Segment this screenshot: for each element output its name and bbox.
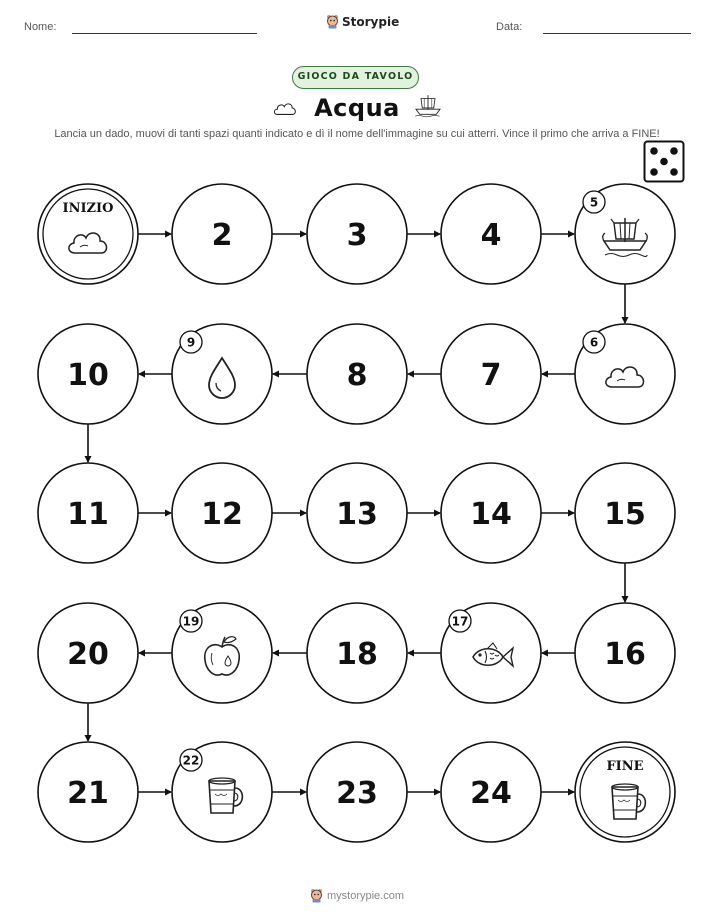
cell-circle [575,742,675,842]
board-cell-17 [441,603,541,703]
cell-number: 23 [336,776,378,811]
board-cell-16 [575,603,675,703]
cell-badge-number: 19 [182,614,200,629]
cell-number: 7 [480,358,502,393]
cell-number: 15 [604,497,646,532]
instructions: Lancia un dado, muovi di tanti spazi quanti indicato e dì il nome dell'immagine su cui atterri. Vince il primo che arriva a FINE! [54,128,660,140]
cell-number: 20 [67,637,109,672]
cell-badge-number: 5 [589,195,599,210]
cell-number: 4 [480,218,502,253]
cell-number: 10 [67,358,109,393]
cell-badge-number: 22 [182,753,200,768]
cell-number: 14 [470,497,512,532]
cell-badge-number: 17 [451,614,469,629]
cell-number: 2 [211,218,233,253]
board-cell-23 [307,742,407,842]
cell-number: 24 [470,776,512,811]
board-cell-20 [38,603,138,703]
cell-badge-number: 9 [186,335,196,350]
cell-number: 13 [336,497,378,532]
board-cell-4 [441,184,541,284]
board-cell-13 [307,463,407,563]
board-cell-21 [38,742,138,842]
date-label: Data: [496,21,523,33]
board-cell-15 [575,463,675,563]
board-cell-6 [575,324,675,424]
board-cell-12 [172,463,272,563]
cell-number: 18 [336,637,378,672]
board-cell-14 [441,463,541,563]
cell-badge-number: 6 [589,335,599,350]
board-cell-5 [575,184,675,284]
board-cell-18 [307,603,407,703]
footer [0,888,714,903]
board-cell-7 [441,324,541,424]
footer-url: mystorypie.com [326,889,405,902]
board-cell-19 [172,603,272,703]
cell-number: 21 [67,776,109,811]
board-cell-1 [38,184,138,284]
game-type-badge: GIOCO DA TAVOLO [292,66,419,89]
cell-number: 12 [201,497,243,532]
cell-number: 11 [67,497,109,532]
board-cell-25 [575,742,675,842]
mascot-icon [310,888,323,903]
name-label: Nome: [24,21,57,33]
cell-number: 8 [346,358,368,393]
board-cell-11 [38,463,138,563]
board-cell-10 [38,324,138,424]
board-cell-3 [307,184,407,284]
cell-number: 3 [346,218,368,253]
board-cell-22 [172,742,272,842]
board-cell-2 [172,184,272,284]
board-cell-8 [307,324,407,424]
end-label: FINE [606,759,644,774]
board-cell-9 [172,324,272,424]
page-title-text: Acqua [314,94,400,122]
brand-name: Storypie [342,14,400,29]
cell-number: 16 [604,637,646,672]
start-label: INIZIO [62,201,114,216]
board-cell-24 [441,742,541,842]
